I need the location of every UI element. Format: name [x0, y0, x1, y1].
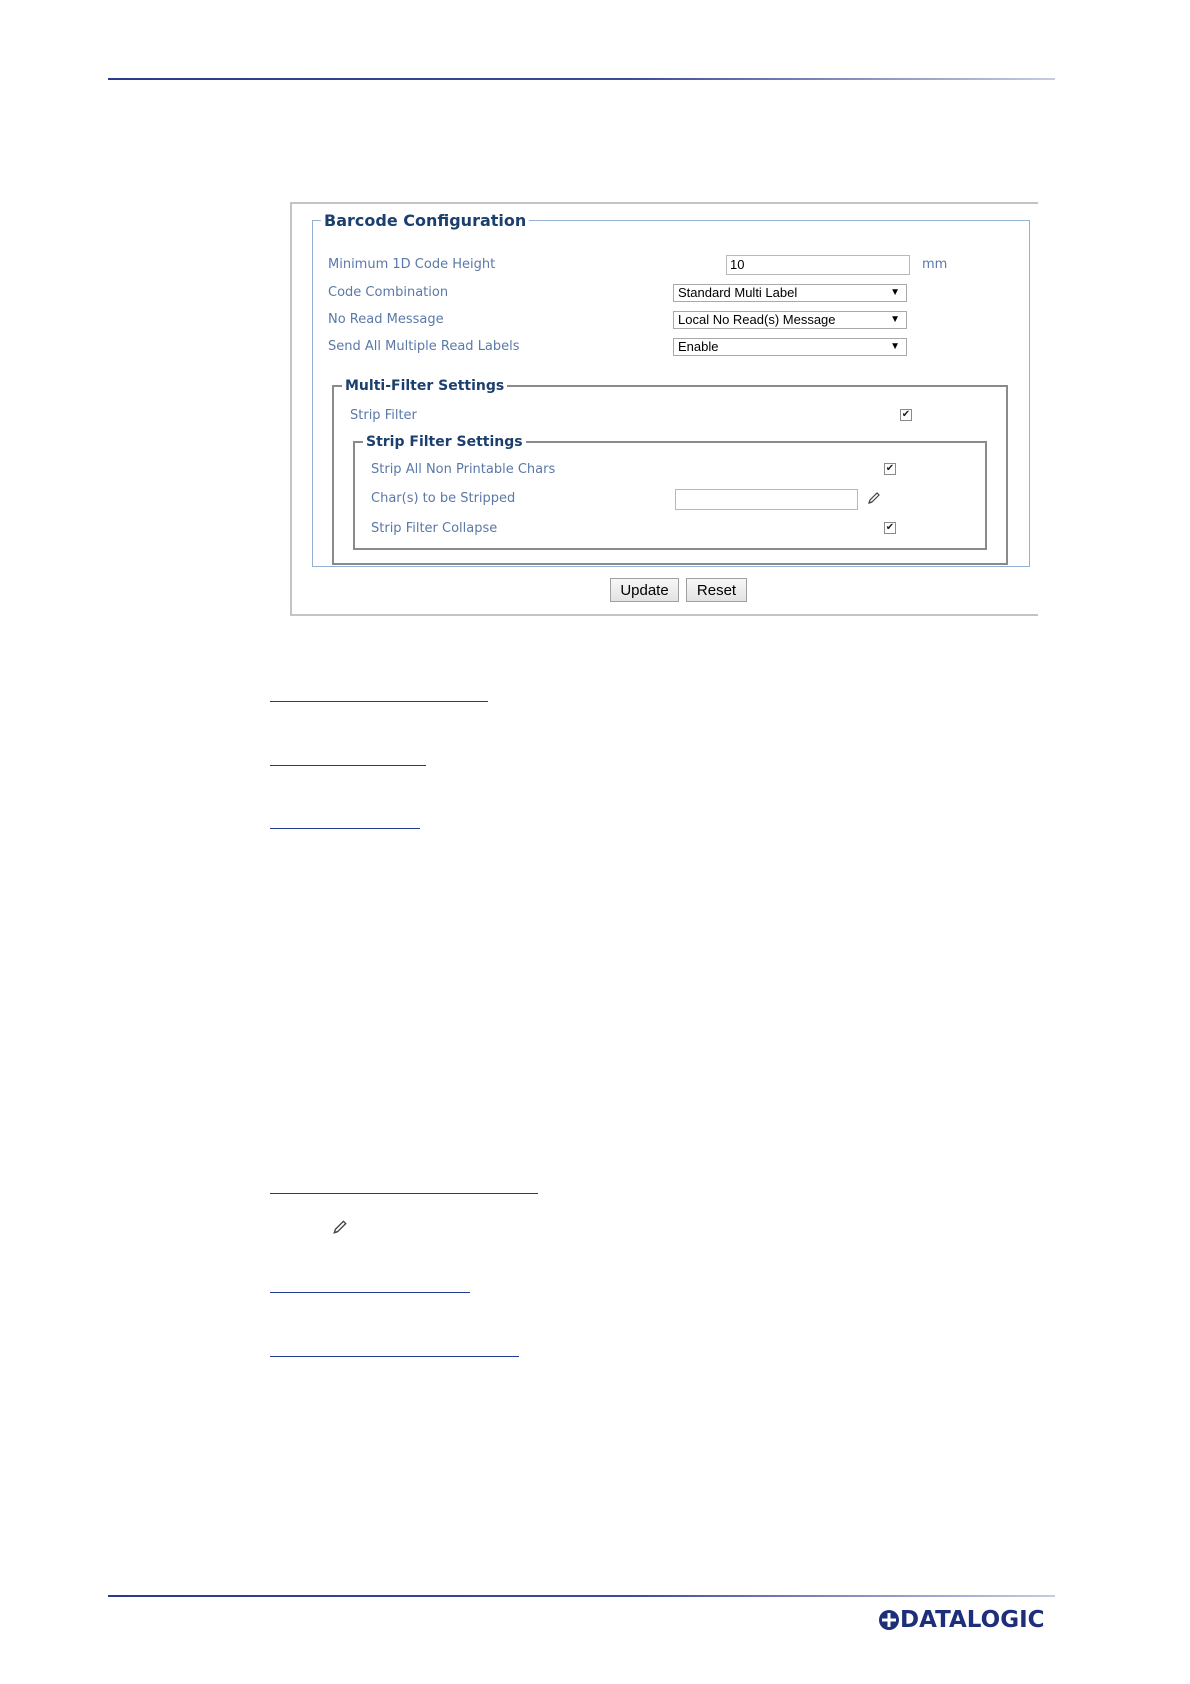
- link-underline[interactable]: [270, 765, 426, 766]
- barcode-configuration-panel: [312, 211, 1030, 567]
- strip-collapse-checkbox[interactable]: ✔: [885, 522, 895, 533]
- no-read-value: Local No Read(s) Message: [678, 312, 836, 327]
- min-height-unit: mm: [922, 257, 948, 272]
- link-underline[interactable]: [270, 1292, 470, 1293]
- barcode-config-screenshot: [290, 202, 1038, 616]
- min-height-input[interactable]: 10: [726, 255, 910, 275]
- strip-filter-settings-title: Strip Filter Settings: [366, 434, 523, 450]
- barcode-configuration-title: Barcode Configuration: [324, 211, 527, 230]
- strip-non-printable-checkbox[interactable]: ✔: [885, 463, 895, 474]
- link-underline[interactable]: [270, 1193, 538, 1194]
- header-rule: [108, 78, 1055, 80]
- datalogic-logo: [878, 1605, 1045, 1635]
- pencil-icon: [332, 1219, 348, 1235]
- dropdown-arrow-icon: ▼: [890, 287, 900, 298]
- send-all-select[interactable]: [673, 338, 907, 356]
- update-button[interactable]: Update: [610, 578, 679, 602]
- link-underline[interactable]: [270, 701, 488, 702]
- datalogic-logo-icon: [878, 1609, 900, 1631]
- dropdown-arrow-icon: ▼: [890, 341, 900, 352]
- strip-filter-checkbox[interactable]: ✔: [901, 409, 911, 420]
- code-combination-value: Standard Multi Label: [678, 285, 798, 300]
- pencil-icon[interactable]: [867, 491, 881, 505]
- code-combination-select[interactable]: [673, 284, 907, 302]
- no-read-select[interactable]: [673, 311, 907, 329]
- link-underline[interactable]: [270, 828, 420, 829]
- reset-button[interactable]: Reset: [686, 578, 747, 602]
- strip-collapse-label: Strip Filter Collapse: [371, 521, 498, 536]
- strip-filter-settings-panel: [353, 434, 987, 550]
- multi-filter-title: Multi-Filter Settings: [345, 378, 505, 394]
- dropdown-arrow-icon: ▼: [890, 314, 900, 325]
- send-all-label: Send All Multiple Read Labels: [328, 339, 520, 354]
- min-height-label: Minimum 1D Code Height: [328, 257, 496, 272]
- code-combination-label: Code Combination: [328, 285, 449, 300]
- no-read-label: No Read Message: [328, 312, 444, 327]
- chars-stripped-input[interactable]: [675, 489, 858, 510]
- multi-filter-settings-panel: [332, 378, 1008, 565]
- footer-rule: [108, 1595, 1055, 1597]
- datalogic-logo-text: DATALOGIC: [900, 1607, 1045, 1633]
- send-all-value: Enable: [678, 339, 719, 354]
- link-underline[interactable]: [270, 1356, 519, 1357]
- chars-stripped-label: Char(s) to be Stripped: [371, 491, 516, 506]
- strip-filter-label: Strip Filter: [350, 408, 417, 423]
- strip-non-printable-label: Strip All Non Printable Chars: [371, 462, 556, 477]
